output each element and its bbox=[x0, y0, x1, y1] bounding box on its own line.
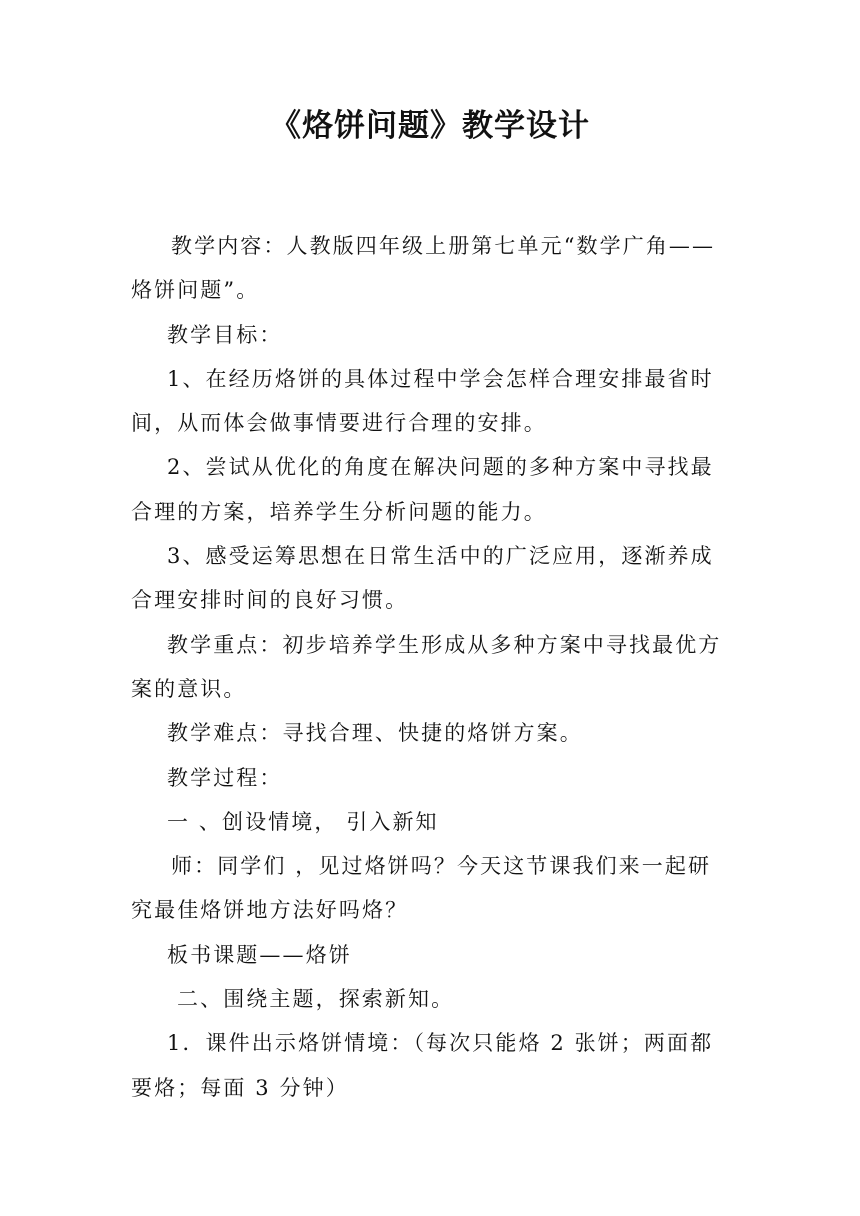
paragraph-difficulties: 教学难点：寻找合理、快捷的烙饼方案。 bbox=[167, 721, 583, 746]
paragraph-goal-1: 1、在经历烙饼的具体过程中学会怎样合理安排最省时间，从而体会做事情要进行合理的安排。 bbox=[131, 366, 714, 436]
paragraph-goal-2: 2、尝试从优化的角度在解决问题的多种方案中寻找最合理的方案，培养学生分析问题的能力。 bbox=[131, 455, 714, 524]
paragraph-board-title: 板书课题——烙饼 bbox=[167, 942, 352, 967]
paragraph-teacher-intro: 师：同学们 ，见过烙饼吗？今天这节课我们来一起研究最佳烙饼地方法好吗烙？ bbox=[131, 854, 712, 923]
paragraph-section-2-heading: 二、围绕主题，探索新知。 bbox=[177, 987, 455, 1012]
paragraph-goal-3: 3、感受运筹思想在日常生活中的广泛应用，逐渐养成合理安排时间的良好习惯。 bbox=[131, 544, 714, 613]
paragraph-teaching-content: 教学内容：人教版四年级上册第七单元“数学广角——烙饼问题”。 bbox=[131, 234, 716, 303]
paragraph-teaching-goals-heading: 教学目标： bbox=[167, 322, 283, 347]
paragraph-process-heading: 教学过程： bbox=[167, 765, 283, 790]
document-body bbox=[131, 224, 731, 1110]
paragraph-key-points: 教学重点：初步培养学生形成从多种方案中寻找最优方案的意识。 bbox=[131, 632, 722, 701]
paragraph-step-1: 1．课件出示烙饼情境：（每次只能烙 2 张饼；两面都要烙；每面 3 分钟） bbox=[131, 1031, 714, 1100]
document-title: 《烙饼问题》教学设计 bbox=[270, 108, 590, 144]
paragraph-section-1-heading: 一 、创设情境， 引入新知 bbox=[167, 809, 439, 834]
